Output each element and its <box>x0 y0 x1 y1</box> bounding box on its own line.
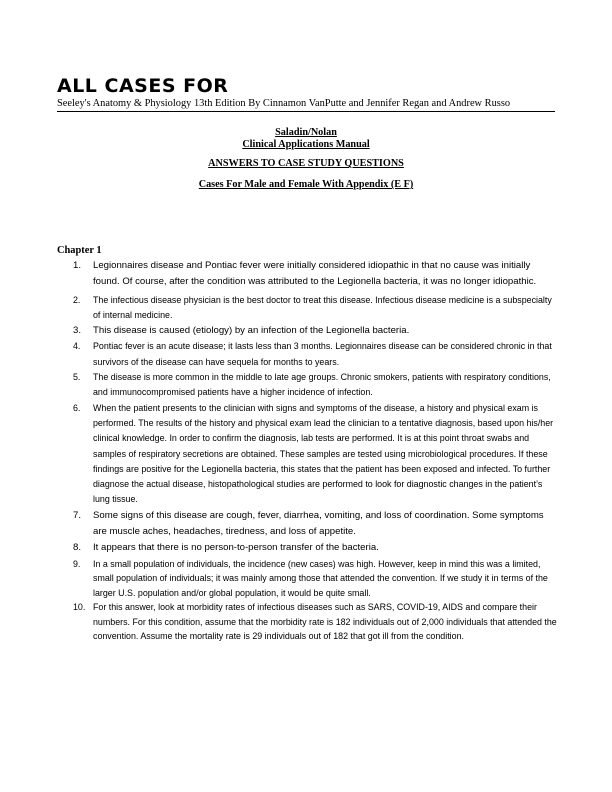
list-item <box>57 600 557 644</box>
list-item <box>57 401 557 508</box>
heading-manual: Clinical Applications Manual <box>242 139 370 150</box>
heading-authors: Saladin/Nolan <box>275 127 337 138</box>
document-title: ALL CASES FOR <box>57 75 229 97</box>
chapter-heading: Chapter 1 <box>57 245 102 256</box>
list-number: 7. <box>73 509 82 521</box>
list-text: This disease is caused (etiology) by an infection of the Legionella bacteria. <box>93 325 410 337</box>
list-text: When the patient presents to the clinician with signs and symptoms of the disease, a history and physical exam is performed. The results of the history and physical exam lead the clinician to a tentative diagnosis, based upon his/her clinical knowledge. In order to confirm the diagnosis, lab tests are performed. It is at this point throat swabs and samples of respiratory secretions are obtained. These samples are tested using microbiological procedures. If these findings are positive for the Legionella bacteria, this states that the patient has been exposed and infected. To further diagnose the actual disease, histopathological studies are performed to look for diagnostic changes in the patient’s lung tissue. <box>93 402 554 505</box>
list-item <box>57 323 557 339</box>
list-number: 3. <box>73 325 82 337</box>
list-number: 4. <box>73 341 81 352</box>
list-number: 10. <box>73 602 86 613</box>
list-text: The infectious disease physician is the best doctor to treat this disease. Infectious disease medicine is a subspecialty of internal medicine. <box>93 294 552 320</box>
list-item <box>57 508 557 541</box>
list-number: 5. <box>73 372 81 383</box>
list-text: It appears that there is no person-to-person transfer of the bacteria. <box>93 542 379 554</box>
heading-answers: ANSWERS TO CASE STUDY QUESTIONS <box>208 158 404 169</box>
list-text: For this answer, look at morbidity rates of infectious diseases such as SARS, COVID-19, AIDS and compare their numbers. For this condition, assume that the morbidity rate is 182 individuals out of 2,000 individuals that attended the convention. Assume the mortality rate is 29 individuals out of 182 that got ill from the condition. <box>93 602 557 642</box>
list-text: The disease is more common in the middle to late age groups. Chronic smokers, patients with respiratory conditions, and immunocompromised patients have a higher incidence of infection. <box>93 372 551 398</box>
heading-cases: Cases For Male and Female With Appendix (E F) <box>198 179 414 190</box>
list-number: 1. <box>73 260 82 271</box>
list-text: Some signs of this disease are cough, fever, diarrhea, vomiting, and loss of coordination. Some symptoms are muscle aches, headaches, tiredness, and loss of appetite. <box>93 509 544 538</box>
list-text: Legionnaires disease and Pontiac fever were initially considered idiopathic in that no cause was initially found. Of course, after the condition was attributed to the Legionella bacteria, it was no longer idiopathic. <box>93 260 537 288</box>
list-item <box>57 258 557 291</box>
list-item <box>57 540 557 556</box>
list-item <box>57 293 557 324</box>
list-number: 6. <box>73 402 81 413</box>
list-text: Pontiac fever is an acute disease; it lasts less than 3 months. Legionnaires disease can be considered chronic in that survivors of the disease can have sequela for months to years. <box>93 341 552 367</box>
list-item <box>57 557 557 601</box>
answer-list <box>57 258 557 644</box>
list-number: 8. <box>73 542 82 554</box>
list-number: 2. <box>73 294 81 305</box>
title-rule <box>57 111 555 112</box>
list-number: 9. <box>73 558 81 569</box>
document-subtitle: Seeley's Anatomy & Physiology 13th Edition By Cinnamon VanPutte and Jennifer Regan and Andrew Russo <box>57 98 511 109</box>
list-text: In a small population of individuals, the incidence (new cases) was high. However, keep in mind this was a limited, small population of individuals; it was mainly among those that attended the convention. If we study it in terms of the larger U.S. population and/or global population, it would be quite small. <box>93 558 548 598</box>
list-item <box>57 339 557 370</box>
list-item <box>57 370 557 401</box>
